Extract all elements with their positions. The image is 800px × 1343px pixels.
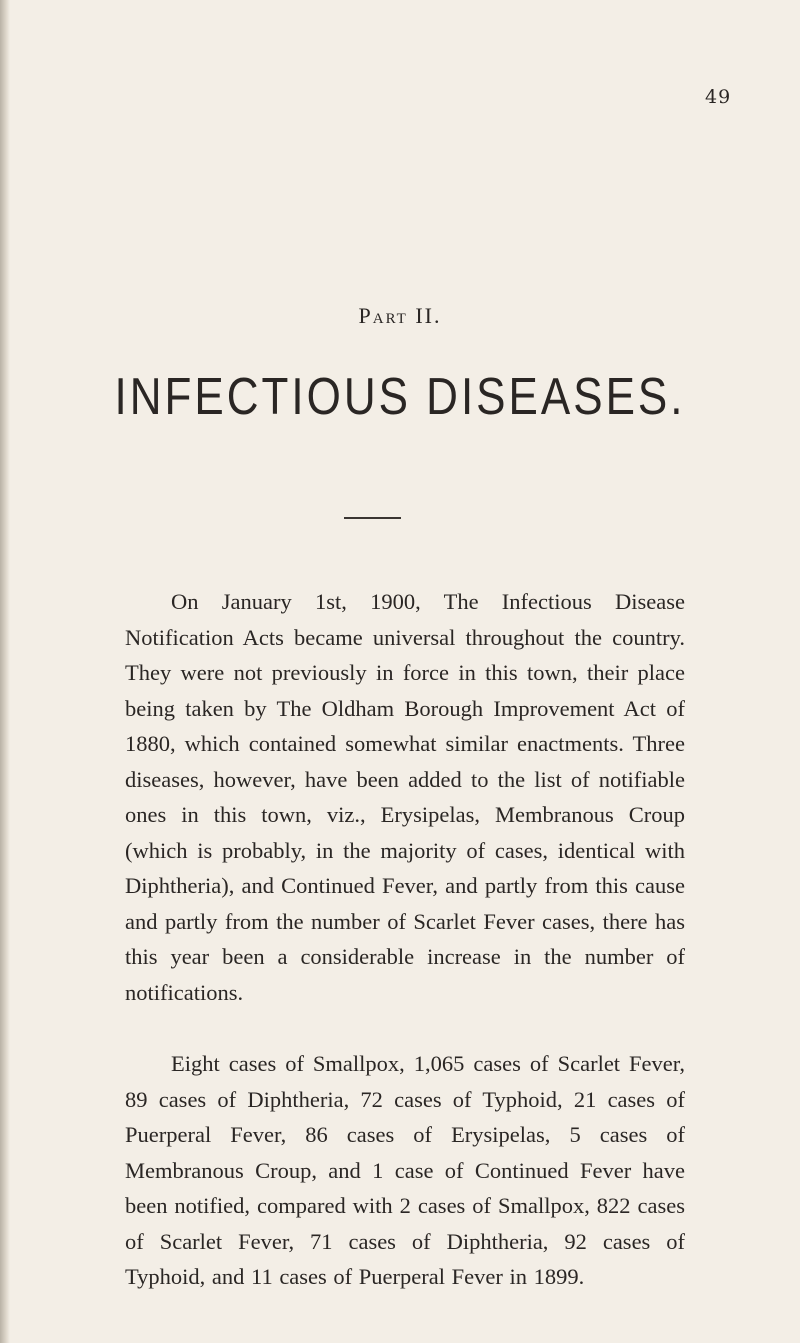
- divider-rule: [344, 517, 401, 519]
- binding-edge: [0, 0, 10, 1343]
- paragraph-notification-acts: On January 1st, 1900, The Infectious Disease Notification Acts became universal throughout the country. They were not previously in force in this town, their place being taken by The Oldham Borough Improvement Act of 1880, which contained somewhat similar enactments. Three diseases, however, have been added to the list of notifiable ones in this town, viz., Erysipelas, Membranous Croup (which is probably, in the majority of cases, identical with Diphtheria), and Continued Fever, and partly from this cause and partly from the number of Scarlet Fever cases, there has this year been a considerable increase in the number of notifications.: [125, 589, 685, 1005]
- paragraph-case-counts: Eight cases of Smallpox, 1,065 cases of Scarlet Fever, 89 cases of Diphtheria, 72 cases of Typhoid, 21 cases of Puerperal Fever, 86 cases of Erysipelas, 5 cases of Membranous Croup, and 1 case of Continued Fever have been notified, compared with 2 cases of Smallpox, 822 cases of Scarlet Fever, 71 cases of Diphtheria, 92 cases of Typhoid, and 11 cases of Puerperal Fever in 1899.: [125, 1051, 685, 1289]
- section-title: INFECTIOUS DISEASES.: [114, 368, 686, 426]
- part-heading: Part II.: [358, 303, 442, 328]
- page-number: 49: [705, 86, 732, 108]
